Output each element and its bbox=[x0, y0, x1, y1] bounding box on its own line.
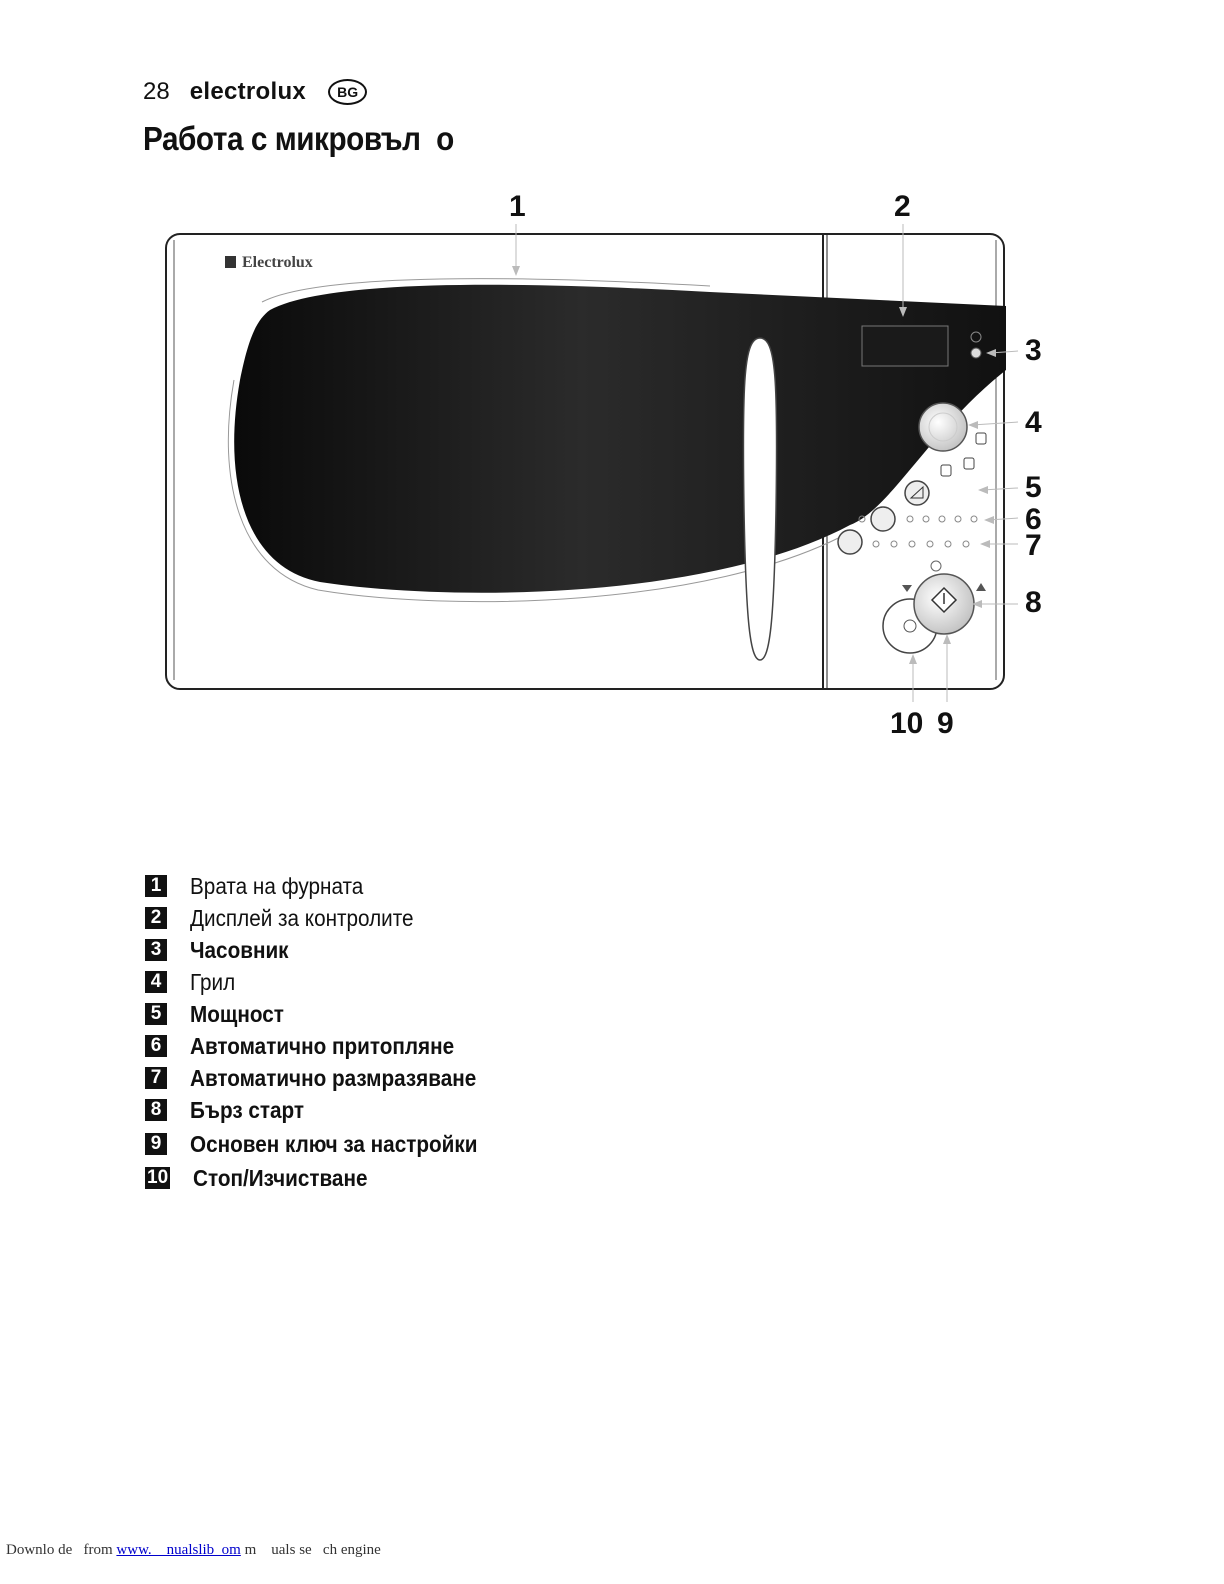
callout-7: 7 bbox=[1025, 529, 1042, 562]
legend-item bbox=[145, 1030, 509, 1062]
callout-4: 4 bbox=[1025, 406, 1042, 439]
legend-number: 3 bbox=[145, 939, 167, 961]
legend-item bbox=[145, 966, 509, 998]
legend-list bbox=[145, 870, 509, 1194]
page-title: Работа с микровъл о bbox=[143, 120, 454, 157]
legend-item bbox=[145, 998, 509, 1030]
legend-label: Автоматично размразяване bbox=[190, 1064, 477, 1091]
manualslib-link[interactable]: www. nualslib om bbox=[116, 1542, 241, 1558]
callout-9: 9 bbox=[937, 707, 954, 740]
brand-logo: electrolux bbox=[189, 78, 307, 105]
legend-number: 8 bbox=[145, 1099, 167, 1121]
legend-label: Мощност bbox=[190, 1000, 284, 1027]
legend-number: 6 bbox=[145, 1035, 167, 1057]
legend-label: Автоматично притопляне bbox=[190, 1032, 455, 1059]
grill-combi-icon bbox=[964, 458, 974, 469]
download-footer bbox=[6, 1542, 381, 1559]
legend-label: Часовник bbox=[190, 936, 289, 963]
control-display bbox=[862, 326, 948, 366]
legend-label: Стоп/Изчистване bbox=[193, 1164, 368, 1191]
legend-number: 9 bbox=[145, 1133, 167, 1155]
callout-10: 10 bbox=[890, 707, 924, 740]
logo-mark-icon bbox=[225, 256, 236, 268]
grill-knob[interactable] bbox=[919, 403, 967, 451]
legend-item bbox=[145, 902, 509, 934]
legend-item bbox=[145, 934, 509, 966]
legend-label: Дисплей за контролите bbox=[190, 904, 414, 931]
callout-3: 3 bbox=[1025, 334, 1042, 367]
legend-label: Основен ключ за настройки bbox=[190, 1130, 478, 1157]
door-logo: Electrolux bbox=[242, 254, 313, 271]
callout-8: 8 bbox=[1025, 586, 1042, 619]
legend-item bbox=[145, 870, 509, 902]
legend-item bbox=[145, 1126, 509, 1162]
legend-number: 2 bbox=[145, 907, 167, 929]
callout-2: 2 bbox=[894, 190, 911, 223]
legend-number: 4 bbox=[145, 971, 167, 993]
footer-suffix: m uals se ch engine bbox=[240, 1542, 381, 1558]
legend-label: Грил bbox=[190, 968, 236, 995]
door-handle[interactable] bbox=[743, 338, 776, 660]
callout-1: 1 bbox=[509, 190, 526, 223]
legend-label: Врата на фурната bbox=[190, 872, 364, 899]
legend-label: Бърз старт bbox=[190, 1096, 305, 1123]
auto-defrost-button[interactable] bbox=[838, 530, 862, 554]
microwave-diagram bbox=[150, 180, 1060, 755]
page-number: 28 bbox=[143, 78, 170, 105]
legend-number: 7 bbox=[145, 1067, 167, 1089]
legend-number: 10 bbox=[147, 1167, 169, 1188]
callout-6: 6 bbox=[1025, 503, 1042, 536]
language-badge: BG bbox=[328, 79, 367, 105]
page-header bbox=[143, 72, 367, 112]
grill-icon bbox=[976, 433, 986, 444]
legend-number: 1 bbox=[145, 875, 167, 897]
legend-item bbox=[145, 1162, 509, 1194]
legend-number: 5 bbox=[145, 1003, 167, 1025]
grill-top-icon bbox=[941, 465, 951, 476]
legend-item bbox=[145, 1094, 509, 1126]
clock-button[interactable] bbox=[971, 348, 981, 358]
footer-prefix: Downlo de from bbox=[6, 1542, 117, 1558]
legend-item bbox=[145, 1062, 509, 1094]
auto-reheat-button[interactable] bbox=[871, 507, 895, 531]
callout-5: 5 bbox=[1025, 471, 1042, 504]
